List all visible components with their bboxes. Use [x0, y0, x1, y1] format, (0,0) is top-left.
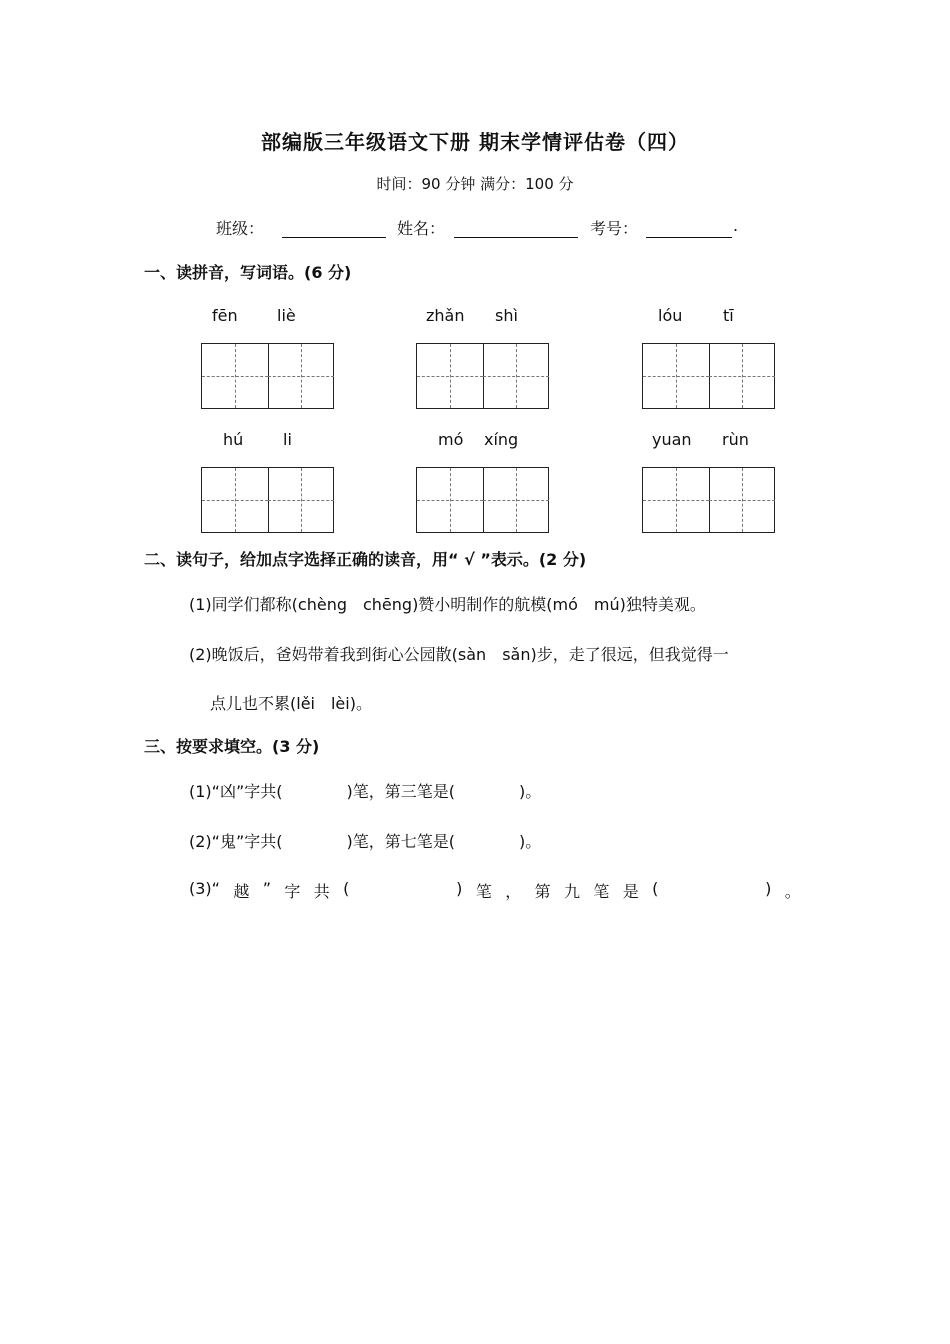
section3-heading: 三、按要求填空。(3 分) — [144, 737, 320, 756]
writing-grid[interactable] — [201, 467, 334, 533]
writing-grid[interactable] — [416, 343, 549, 409]
section1-heading: 一、读拼音，写词语。(6 分) — [144, 263, 352, 282]
page-title: 部编版三年级语文下册 期末学情评估卷（四） — [261, 130, 689, 154]
number-label: 考号： — [590, 219, 639, 238]
question-line: 点儿也不累(lěi lèi)。 — [210, 694, 372, 713]
pinyin: li — [283, 430, 292, 449]
writing-grid[interactable] — [201, 343, 334, 409]
pinyin: hú — [223, 430, 244, 449]
question-line: (2)“鬼”字共( )笔，第七笔是( )。 — [189, 832, 542, 851]
name-label: 姓名： — [397, 219, 446, 238]
question-line: (1)“凶”字共( )笔，第三笔是( )。 — [189, 782, 542, 801]
section2-heading: 二、读句子，给加点字选择正确的读音，用“ √ ”表示。(2 分) — [144, 550, 587, 569]
answer-blank[interactable] — [672, 879, 752, 902]
pinyin: liè — [277, 306, 296, 325]
question-line: (1)同学们都称(chèng chēng)赞小明制作的航模(mó mú)独特美观。 — [189, 595, 706, 614]
name-blank[interactable] — [454, 237, 578, 238]
pinyin: yuan — [652, 430, 692, 449]
question-line: (2)晚饭后，爸妈带着我到街心公园散(sàn sǎn)步，走了很远，但我觉得一 — [189, 645, 729, 664]
pinyin: lóu — [658, 306, 683, 325]
writing-grid[interactable] — [416, 467, 549, 533]
writing-grid[interactable] — [642, 467, 775, 533]
exam-time-score: 时间：90 分钟 满分：100 分 — [376, 175, 574, 193]
pinyin: shì — [495, 306, 518, 325]
pinyin: mó — [438, 430, 464, 449]
number-blank[interactable] — [646, 237, 732, 238]
pinyin: xíng — [484, 430, 519, 449]
class-blank[interactable] — [282, 237, 386, 238]
pinyin: rùn — [722, 430, 749, 449]
pinyin: zhǎn — [426, 306, 465, 325]
pinyin: tī — [723, 306, 734, 325]
end-mark: . — [733, 216, 739, 235]
pinyin: fēn — [212, 306, 238, 325]
answer-blank[interactable] — [363, 879, 443, 902]
question-line-justified: (3)“ 越 ” 字 共 ( ) 笔 ， 第 九 笔 是 ( ) 。 — [189, 879, 801, 901]
writing-grid[interactable] — [642, 343, 775, 409]
class-label: 班级： — [216, 219, 265, 238]
